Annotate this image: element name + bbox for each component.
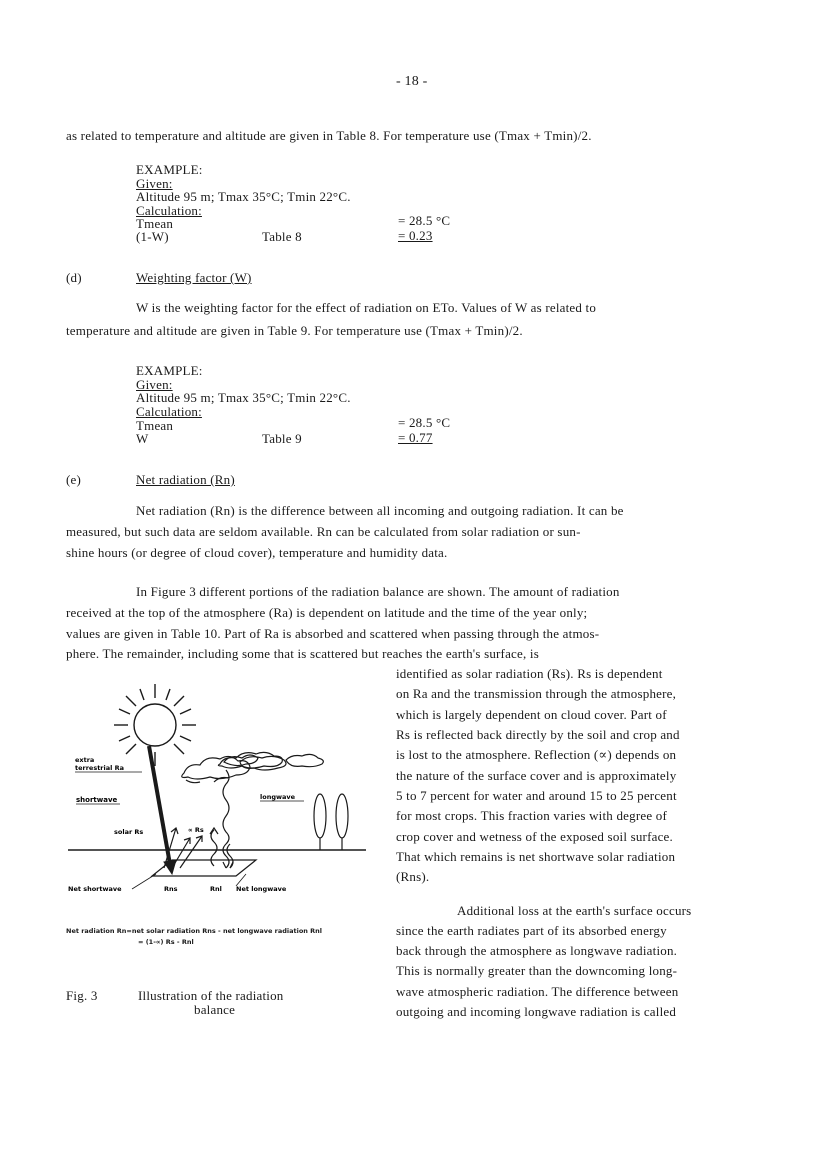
section-d-para-line-1: W is the weighting factor for the effect of radiation on ETo. Values of W as related to xyxy=(136,300,597,315)
example-2-row1-value: = 28.5 °C xyxy=(398,415,451,430)
example-1-row2-value: = 0.23 xyxy=(398,228,433,243)
right-col-line-6: the nature of the surface cover and is approximately xyxy=(396,768,677,783)
section-e-para2-line-2: received at the top of the atmosphere (Ra) is dependent on latitude and the time of the year only; xyxy=(66,605,588,620)
label-extraterrestrial-1: extra xyxy=(75,756,95,764)
figure-formula-line-2: = (1-∝) Rs - Rnl xyxy=(138,938,194,946)
section-d-marker: (d) xyxy=(66,270,82,285)
example-2-calc-label: Calculation: xyxy=(136,404,202,419)
example-2-given-label: Given: xyxy=(136,377,173,392)
label-rns: Rns xyxy=(164,885,178,893)
label-extraterrestrial-2: terrestrial Ra xyxy=(75,764,125,772)
right-col-line-8: for most crops. This fraction varies with degree of xyxy=(396,808,667,823)
figure-caption-line-2: balance xyxy=(194,1002,236,1017)
label-longwave: longwave xyxy=(260,793,296,801)
para3-line-5: wave atmospheric radiation. The difference between xyxy=(396,984,679,999)
example-2-row2-ref: Table 9 xyxy=(262,431,302,446)
right-col-line-2: on Ra and the transmission through the atmosphere, xyxy=(396,686,677,701)
example-1-heading: EXAMPLE: xyxy=(136,162,203,177)
example-1-row2-ref: Table 8 xyxy=(262,229,302,244)
label-alpha-rs: ∝ Rs xyxy=(188,826,204,834)
example-2-heading: EXAMPLE: xyxy=(136,363,203,378)
example-1-row1-value: = 28.5 °C xyxy=(398,213,451,228)
label-shortwave: shortwave xyxy=(76,796,118,804)
right-col-line-5: is lost to the atmosphere. Reflection (∝) depends on xyxy=(396,747,677,762)
section-e-para1-line-1: Net radiation (Rn) is the difference between all incoming and outgoing radiation. It can be xyxy=(136,503,624,518)
tree-icon xyxy=(314,794,326,850)
cloud-icon xyxy=(286,754,323,766)
section-e-para2-line-1: In Figure 3 different portions of the radiation balance are shown. The amount of radiation xyxy=(136,584,620,599)
example-2-row2-label: W xyxy=(136,431,149,446)
radiation-balance-figure xyxy=(60,678,380,903)
example-1-given-label: Given: xyxy=(136,176,173,191)
example-2-row1-label: Tmean xyxy=(136,418,174,433)
right-col-line-3: which is largely dependent on cloud cover. Part of xyxy=(396,707,667,722)
label-rnl: Rnl xyxy=(210,885,222,893)
incoming-radiation-arrow xyxy=(149,746,176,874)
cloud-icon xyxy=(182,756,250,782)
figure-caption-line-1: Illustration of the radiation xyxy=(138,988,284,1003)
para3-line-4: This is normally greater than the downcoming long- xyxy=(396,963,678,978)
example-2-row2-value: = 0.77 xyxy=(398,430,433,445)
right-col-line-7: 5 to 7 percent for water and around 15 to 25 percent xyxy=(396,788,677,803)
right-col-line-4: Rs is reflected back directly by the soil and crop and xyxy=(396,727,680,742)
section-d-para-line-2: temperature and altitude are given in Table 9. For temperature use (Tmax + Tmin)/2. xyxy=(66,323,523,338)
example-1-row1-label: Tmean xyxy=(136,216,174,231)
section-e-para2-line-3: values are given in Table 10. Part of Ra is absorbed and scattered when passing through the atmos- xyxy=(66,626,600,641)
section-e-para1-line-3: shine hours (or degree of cloud cover), temperature and humidity data. xyxy=(66,545,448,560)
tree-icon xyxy=(336,794,348,850)
label-net-shortwave: Net shortwave xyxy=(68,885,122,893)
section-e-para2-line-4: phere. The remainder, including some that is scattered but reaches the earth's surface, is xyxy=(66,646,539,661)
right-col-line-10: That which remains is net shortwave solar radiation xyxy=(396,849,676,864)
para3-line-2: since the earth radiates part of its absorbed energy xyxy=(396,923,667,938)
label-solar-rs: solar Rs xyxy=(114,828,144,836)
sun-icon xyxy=(114,684,196,766)
para3-line-6: outgoing and incoming longwave radiation is called xyxy=(396,1004,677,1019)
figure-formula-line-1: Net radiation Rn=net solar radiation Rns - net longwave radiation Rnl xyxy=(66,927,323,935)
para3-line-1: Additional loss at the earth's surface occurs xyxy=(457,903,692,918)
right-col-line-9: crop cover and wetness of the exposed soil surface. xyxy=(396,829,673,844)
right-col-line-1: identified as solar radiation (Rs). Rs is dependent xyxy=(396,666,663,681)
label-net-longwave: Net longwave xyxy=(236,885,287,893)
section-e-para1-line-2: measured, but such data are seldom available. Rn can be calculated from solar radiation or sun- xyxy=(66,524,581,539)
longwave-radiation-arrows xyxy=(210,770,233,868)
section-e-title: Net radiation (Rn) xyxy=(136,472,235,487)
example-1-given-values: Altitude 95 m; Tmax 35°C; Tmin 22°C. xyxy=(136,189,351,204)
para3-line-3: back through the atmosphere as longwave radiation. xyxy=(396,943,678,958)
section-d-title: Weighting factor (W) xyxy=(136,270,252,285)
right-col-line-11: (Rns). xyxy=(396,869,430,884)
example-2-given-values: Altitude 95 m; Tmax 35°C; Tmin 22°C. xyxy=(136,390,351,405)
example-1-row2-label: (1-W) xyxy=(136,229,169,244)
figure-caption-label: Fig. 3 xyxy=(66,988,98,1003)
section-e-marker: (e) xyxy=(66,472,82,487)
page-number: - 18 - xyxy=(396,74,428,89)
intro-line: as related to temperature and altitude are given in Table 8. For temperature use (Tmax + Tmin)/2. xyxy=(66,128,592,143)
example-1-calc-label: Calculation: xyxy=(136,203,202,218)
